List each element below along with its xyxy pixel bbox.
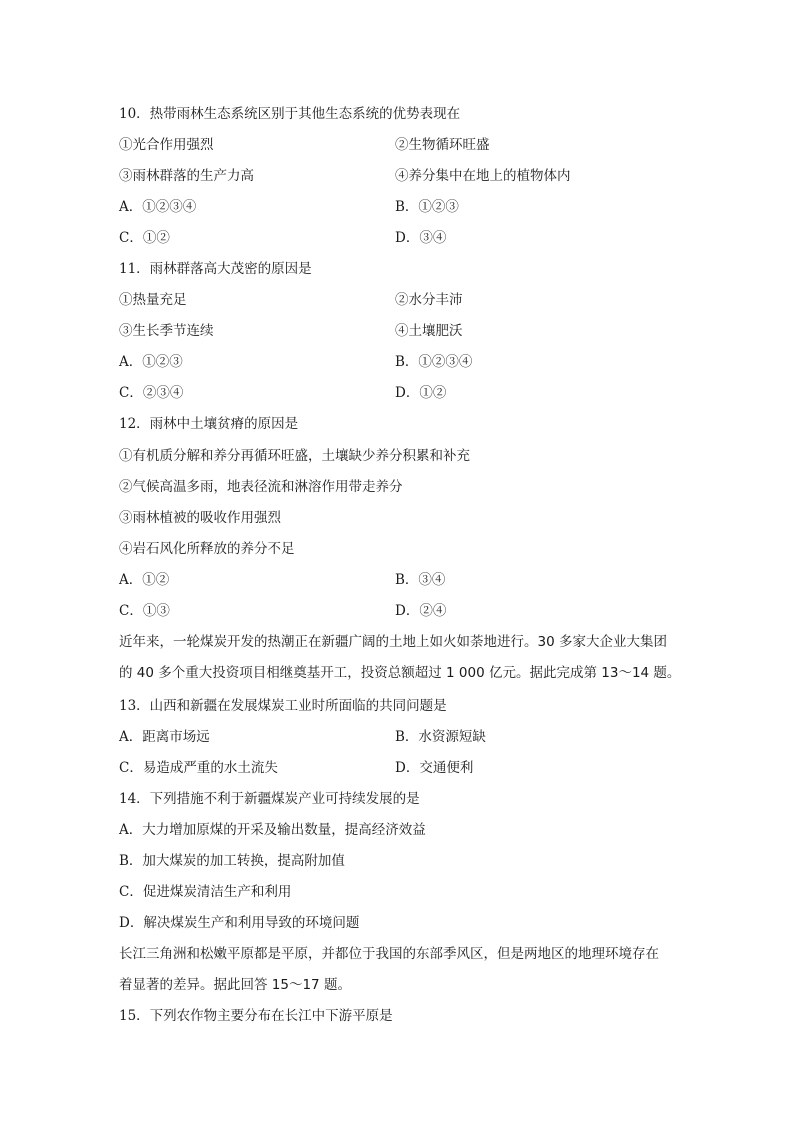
question-10-option-c: C．①② (119, 230, 170, 246)
question-14-option-b: B．加大煤炭的加工转换，提高附加值 (119, 853, 345, 869)
question-10-statement-1: ①光合作用强烈 (119, 137, 214, 153)
passage-plains-line-2: 着显著的差异。据此回答 15～17 题。 (119, 977, 351, 993)
question-14-option-a: A．大力增加原煤的开采及输出数量，提高经济效益 (119, 822, 426, 838)
question-12-option-d: D．②④ (395, 603, 447, 619)
question-11-statement-3: ③生长季节连续 (119, 323, 214, 339)
question-14-stem: 14．下列措施不利于新疆煤炭产业可持续发展的是 (119, 791, 420, 807)
question-11-stem: 11．雨林群落高大茂密的原因是 (119, 261, 312, 277)
question-10-option-a: A．①②③④ (119, 199, 197, 215)
question-14-option-c: C．促进煤炭清洁生产和利用 (119, 884, 292, 900)
question-11-option-d: D．①② (395, 385, 447, 401)
question-11-statement-2: ②水分丰沛 (395, 292, 463, 308)
question-12-statement-2: ②气候高温多雨，地表径流和淋溶作用带走养分 (119, 479, 403, 495)
question-14-option-d: D．解决煤炭生产和利用导致的环境问题 (119, 915, 360, 931)
question-11-option-a: A．①②③ (119, 354, 183, 370)
passage-coal-line-1: 近年来，一轮煤炭开发的热潮正在新疆广阔的土地上如火如荼地进行。30 多家大企业大集团 (119, 634, 667, 650)
question-12-option-b: B．③④ (395, 572, 446, 588)
question-13-option-c: C．易造成严重的水土流失 (119, 760, 278, 776)
question-10-statement-3: ③雨林群落的生产力高 (119, 168, 254, 184)
question-10-statement-4: ④养分集中在地上的植物体内 (395, 168, 571, 184)
passage-plains-line-1: 长江三角洲和松嫩平原都是平原，并都位于我国的东部季风区，但是两地区的地理环境存在 (119, 946, 659, 962)
question-13-stem: 13．山西和新疆在发展煤炭工业时所面临的共同问题是 (119, 698, 447, 714)
question-11-option-c: C．②③④ (119, 385, 184, 401)
passage-coal-line-2: 的 40 多个重大投资项目相继奠基开工，投资总额超过 1 000 亿元。据此完成第 13～14 题。 (119, 665, 681, 681)
question-10-stem: 10．热带雨林生态系统区别于其他生态系统的优势表现在 (119, 106, 461, 122)
question-11-statement-1: ①热量充足 (119, 292, 187, 308)
question-12-statement-4: ④岩石风化所释放的养分不足 (119, 541, 295, 557)
question-12-statement-3: ③雨林植被的吸收作用强烈 (119, 510, 281, 526)
question-10-option-b: B．①②③ (395, 199, 459, 215)
question-11-statement-4: ④土壤肥沃 (395, 323, 463, 339)
question-10-option-d: D．③④ (395, 230, 447, 246)
question-13-option-d: D．交通便利 (395, 760, 474, 776)
question-12-option-a: A．①② (119, 572, 170, 588)
question-13-option-b: B．水资源短缺 (395, 729, 486, 745)
question-10-statement-2: ②生物循环旺盛 (395, 137, 490, 153)
question-12-stem: 12．雨林中土壤贫瘠的原因是 (119, 416, 299, 432)
question-11-option-b: B．①②③④ (395, 354, 473, 370)
question-12-statement-1: ①有机质分解和养分再循环旺盛，土壤缺少养分积累和补充 (119, 448, 470, 464)
question-13-option-a: A．距离市场远 (119, 729, 210, 745)
question-12-option-c: C．①③ (119, 603, 170, 619)
question-15-stem: 15．下列农作物主要分布在长江中下游平原是 (119, 1008, 393, 1024)
